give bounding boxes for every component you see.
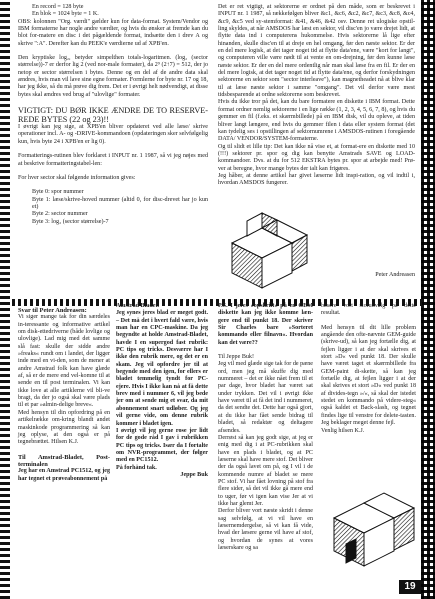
paragraph: I øvrigt vil jeg gerne rose jer lidt for de gode råd I gav i rubrikken PC tips og tricks. Især da I fortalte om NVR-programmet, der følger med en PC1512. [116, 427, 208, 464]
paragraph: Derrøst så kan jeg godt sige, at jeg er enig med dig i at PC-rubrikken skal have en plads i bladet, og at PC læserne skal have mere stof. Det bliver der da også lavet om på, og I vil i de kommende numre af bladet se mere PC stof. Vi har fået lovning på stof fra flere sider, så det vil ikke gå mere end to uger, før vi igen kan vise Jer at vi ikke har glemt Jer. [218, 434, 313, 507]
paragraph: Amstrad Bladet. [116, 303, 159, 309]
paragraph: OBS: kolonnen "Org. værdi" gælder kun for data-format. System/Vendor og IBM formaterne har nogle andre værdier, og hvis du ønsker at fremde kan du blot for-matere en disc i det pågældende format, indsætte den i drev A og skrive ":A". Derefter kan du PEEK'e værdierne ud af XPB'en. [18, 18, 208, 47]
isometric-blocks-illustration-bottom [326, 488, 422, 576]
letters-column-3 [218, 303, 313, 552]
byte-list [18, 189, 208, 226]
article-column-right [218, 4, 415, 188]
text-line: En blok = 1024 byte = 1 K. [32, 11, 99, 18]
paragraph: Og til slidt et lille tip: Det kan ikke nå vise et, at format-ere en diskette med 10 (!!!) sektorer pr. spor og dig kan benytte Amstrads SAVE og LOAD-kommandoer. Dvs. at du for 512 EKSTRA bytes pr. spor at arbejde med! Prø-ver at beregne, hvor mange bytes der ialt kan frigøres. [218, 143, 415, 172]
paragraph: Jeg synes jeres blad er meget godt. – Det må det i hvert fald være, hvis man har en CPC-maskine. Da jeg begyndte at holde Amstrad-Bladet, havde I en supergod fast rubrik: PC tips og tricks. Desværre har I ikke den rubrik mere, og det er en skam. Jeg vil opfordre jer til at begynde med den igen, for ellers er bladet temmelig tyndt for PC-ejere. Hvis I ikke kan nå at få dette brev med i nummer 6, vil jeg bede jer om at sende mig et svar, da mit abonnement snart udløber. Og jeg vil gerne vide, om denne rubrik kommer i bladet igen. [116, 310, 208, 427]
isometric-blocks-illustration [222, 208, 322, 293]
paragraph: Med hensyn til din opfordring på en artikelrække om-kring blandt andet maskinkode programmering så kan jeg oplyse, at den også er på tegnebrættet. Hilsen K.J. [18, 409, 110, 446]
paragraph: Med hensyn til dit lille problem angående den ofte-nævnte GEM-guide (skrive-ud), så kan jeg fortælle dig, at fejlen ligger i at der skal skrives et stort »D« ved punkt 18. Der skulle have været taget et skærmbillede fra GEM-paint di-skette, så kan jeg fortælle dig, at fejlen ligger i at der skal skrives et stort »D« ved punkt 18 af divides-tegn »/«, så skal der istedet stedet en kommando på videre-steg« også kaldet et Back-slash, og tegnet findes lige til venstre for delete-tasten. Jeg beklager meget denne fejl. [321, 324, 416, 427]
paragraph: Venlig hilsen K.J. [321, 427, 365, 434]
byte-item: Byte 0: spor nummer [32, 189, 84, 196]
page-number: 19 [399, 580, 421, 594]
letters-column-1 [18, 307, 110, 483]
byte-item: Byte 2: sector nummer [32, 211, 88, 218]
article-column-left [18, 4, 208, 226]
paragraph: Formatterings-rutinen blev forklaret i INPUT nr. 1 1987, så vi jeg nøjes med at beskrive formatteringstabel-len: [18, 153, 208, 167]
signature-jeppe: Jeppe Buk [180, 471, 208, 478]
byte-item: Byte 1: læse/skrive-hoved nummer (altid 0, for disc-drevet har jo kun et) [32, 196, 208, 210]
checkered-border-left [0, 0, 10, 599]
paragraph: Vi siger mange tak for din særdeles in-teressante og informative artikel om disk-ettedriverne (både lovlige og ulovlige). Lad mig med det samme slå fast: skulle der sidde andre »freaks« rundt om i landet, der ligger inde med en vi-den, som de mener at andre Amstrad folk kan have glæde af, så er de mere end vel-komne til at sende en til post terminalen. Vi kan ikke love at alle artiklerne vil bli-ve bragt, da der jo også skal være plads til et par »almin-delige breve«. [18, 314, 110, 409]
paragraph: Til Jeppe Buk! [218, 354, 255, 361]
paragraph: Derfor bliver vort næste skridt i denne sag selvfølg, at vi vil have en læsernemdergelse, så vi kan få vide, hvad der læsere gerne vil have af stof, og hvordan de synes at vores læserskare og sa [218, 508, 313, 551]
paragraph: Det er ret vigtigt, at sektorerne er ordnet på den måde, som er beskrevet i INPUT nr. 1 1987, så rækkefølgen bliver &c1, &c6, &c2, &c7, &c3, &c8, &c4, &c9, &c5 ved sy-stemformat: &41, &46, &42 osv. Denne ret ulogiske opstil-ling skyldes, at når AMSDOS har læst en sektor, vil disc'en jo være drejet lidt, at flytte data ind i computerens hukommelse. Hvis sektorerne lå lige efter hinanden, skulle disc'en til at dreje en hel omgang, før den næste sektor. Er der en del mere logisk, at det tager noget tid at flytte data'ene, være "kort for langt", og computeren ville være nødt til at vente en om-drejning, før den kunne læse næste sektor. Er der en del mere ordentlig når man skal læse fra en fil. Er der en del mere logisk, at det tager noget tid at flytte data'ene, og derfor forskydningen sektorerne en sektor som "sector interleave"), kan magnetheadet nå at blive klar til at læse næste sektor i samme "omgang". Det vil derfor være mest tidsbesparende at ordne sektorerne som beskrevet. [218, 4, 415, 99]
paragraph: For hver sector skal følgende information gives: [18, 174, 136, 181]
paragraph: Jeg har en Amstrad PC1512, og jeg har tegnet et prøveabonnement på [18, 468, 110, 482]
signature-peter: Peter Andreasen [375, 272, 415, 278]
paragraph: På forhånd tak. [116, 464, 157, 471]
paragraph: P.S. I jeres »opskrift« på en GEM diskette kan jeg ikke komme læn-gere end til punkt 18. Der skriver Sir Charles bare »Sorteret kommando eller filnavn«. Hvordan kan det være?? [218, 303, 313, 346]
warning-text: VIGTIGT: DU BØR IKKE ÆNDRE DE TO RESERVE-REDE BYTES (22 og 23)!! [18, 106, 208, 125]
byte-item: Byte 3: log₂ (sector størrelse)-7 [32, 218, 109, 225]
letters-column-4 [321, 303, 416, 435]
checkered-border-right [421, 0, 435, 599]
paragraph: basere vort stofudvalg på dette resultat. [321, 303, 416, 317]
letter-heading: Svar til Peter Andreasen: [18, 307, 87, 314]
letter-heading: Til Amstrad-Bladet, Post-terminalen [18, 453, 110, 468]
paragraph: Den kryptiske log₂, betyder simpelthen totals-logaritmen. (log₂ (sector størrelse))-7 er derfor lig 2 (ved nor-male formater), da 2⁹ (2↑7) = 512, der jo netop er sector størrelsen i bytes. Denne og en del af de andre data skal ændres, hvis man vil lave sine egne formater. Formlerne for byte nr. 17 og 18, har jeg ikke, så du må prøve dig frem. Det er i øvrigt helt nødvendigt, at disse bytes skal ændres ved brug af "ulovlige" formater. [18, 55, 208, 98]
paragraph: Jeg håber, at denne artikel har givet læserne lidt inspi-ration, og vil indtil i, hvordan AMSDOS fungerer. [218, 172, 415, 187]
letters-column-2 [116, 303, 208, 479]
text-line: En record = 128 byte [32, 4, 84, 10]
paragraph: Hvis du ikke tror på det, kan du bare formatere en diskette i IBM format. Dette format ordner nemlig sektorerne i en lige række (1, 2, 3, 4, 5, 6, 7, 8), og hvis du gemmer en fil (f.eks. et skærmbillede) på en IBM disk, vil du opleve, at tiden bliver langt længere, end hvis du gemmer filen i data eller system format (det kan tydelig ses i opstillingen af sektornumrene i AMSDOS-rutinen i foregående DATA/ VENDOR/SYSTEM-formaterne. [218, 99, 415, 143]
paragraph: Jeg vil med glæde sige tak for de pæne ord, men jeg må skuffe dig med nummeret – det er ikke nået frem til et par dage, hvor bladet har været sat under trykken. Det vil i øvrigt ikke have været til at få det ind i nummeret, da det sendte det. Dette har også gjort, at du ikke har fået sende bidrag til bladet, så redaktør og deltagere afsendes. [218, 361, 313, 434]
paragraph: I øvrigt kan jeg sige, at XPB'en bliver opdateret ved alle læse/ skrive operationer incl. A- og -DRIVE-kommandoen (opdateringen sker selvfølgelig kun, hvis byte 24 i XPB'en er lig 0). [18, 124, 208, 145]
